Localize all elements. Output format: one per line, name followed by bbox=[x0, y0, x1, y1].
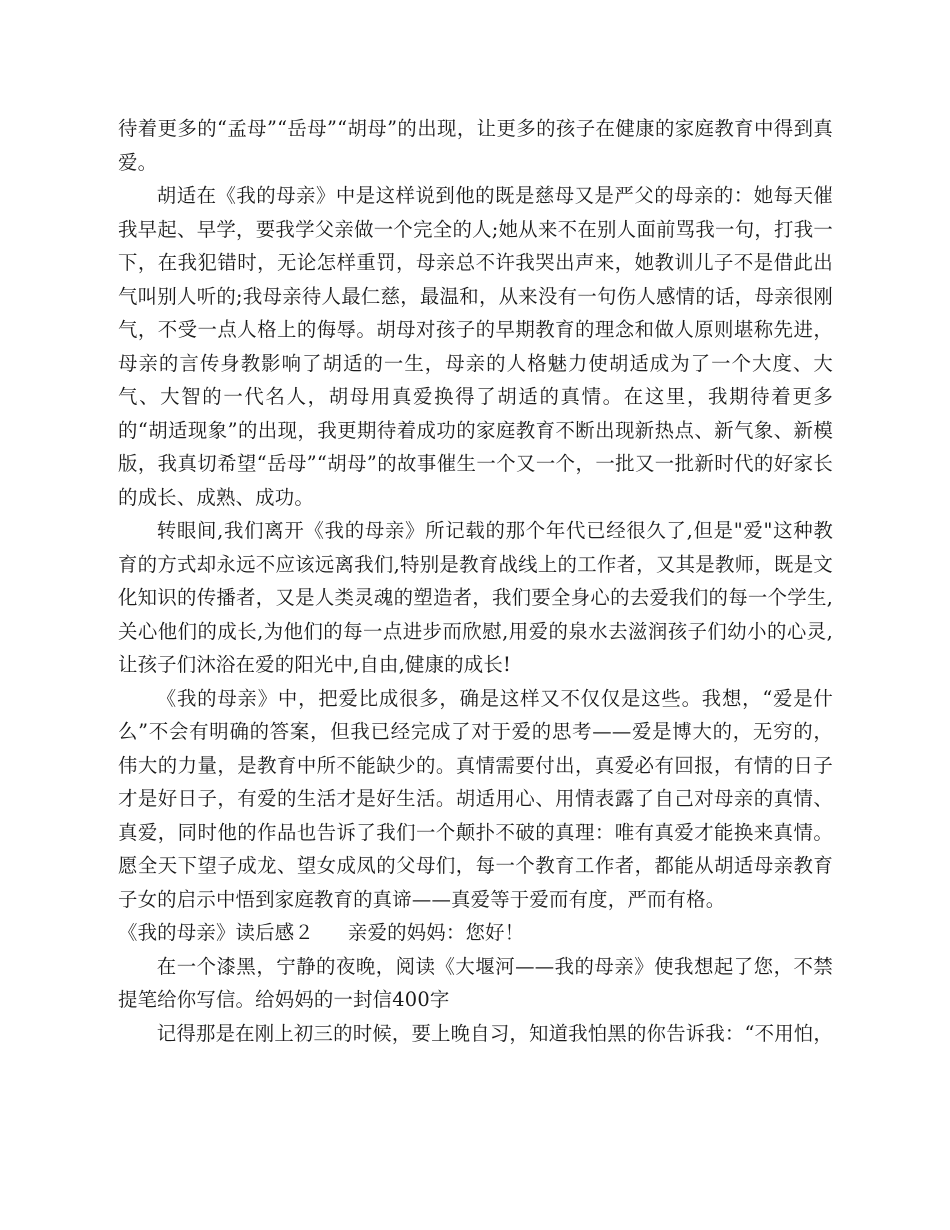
letter-greeting: 亲爱的妈妈：您好！ bbox=[347, 921, 525, 944]
document-body bbox=[118, 112, 833, 1050]
essay-title: 《我的母亲》读后感２ bbox=[118, 921, 314, 944]
paragraph-hu-shi-mother: 胡适在《我的母亲》中是这样说到他的既是慈母又是严父的母亲的：她每天催我早起、早学，要我学父亲做一个完全的人;她从来不在别人面前骂我一句，打我一下，在我犯错时，无论怎样重罚，母亲总不许我哭出声来，她教训儿子不是借此出气叫别人听的;我母亲待人最仁慈，最温和，从来没有一句伤人感情的话，母亲很刚气，不受一点人格上的侮辱。胡母对孩子的早期教育的理念和做人原则堪称先进，母亲的言传身教影响了胡适的一生，母亲的人格魅力使胡适成为了一个大度、大气、大智的一代名人，胡母用真爱换得了胡适的真情。在这里，我期待着更多的“胡适现象”的出现，我更期待着成功的家庭教育不断出现新热点、新气象、新模版，我真切希望“岳母”“胡母”的故事催生一个又一个，一批又一批新时代的好家长的成长、成熟、成功。 bbox=[118, 184, 833, 509]
paragraph-continuation: 待着更多的“孟母”“岳母”“胡母”的出现，让更多的孩子在健康的家庭教育中得到真爱。 bbox=[118, 117, 833, 174]
paragraph-dark-night: 在一个漆黑，宁静的夜晚，阅读《大堰河——我的母亲》使我想起了您，不禁提笔给你写信。给妈妈的一封信400字 bbox=[118, 954, 833, 1011]
paragraph-memory: 记得那是在刚上初三的时候，要上晚自习，知道我怕黑的你告诉我：“不用怕， bbox=[156, 1021, 833, 1045]
paragraph-reflection: 《我的母亲》中，把爱比成很多，确是这样又不仅仅是这些。我想，“爱是什么”不会有明确的答案，但我已经完成了对于爱的思考——爱是博大的，无穷的，伟大的力量，是教育中所不能缺少的。真情需要付出，真爱必有回报，有情的日子才是好日子，有爱的生活才是好生活。胡适用心、用情表露了自己对母亲的真情、真爱，同时他的作品也告诉了我们一个颠扑不破的真理：唯有真爱才能换来真情。愿全天下望子成龙、望女成凤的父母们，每一个教育工作者，都能从胡适母亲教育子女的启示中悟到家庭教育的真谛——真爱等于爱而有度，严而有格。 bbox=[118, 686, 833, 911]
essay-heading-line bbox=[118, 916, 833, 950]
paragraph-love-education: 转眼间,我们离开《我的母亲》所记载的那个年代已经很久了,但是"爱"这种教育的方式却永远不应该远离我们,特别是教育战线上的工作者，又其是教师，既是文化知识的传播者，又是人类灵魂的塑造者，我们要全身心的去爱我们的每一个学生,关心他们的成长,为他们的每一点进步而欣慰,用爱的泉水去滋润孩子们幼小的心灵,让孩子们沐浴在爱的阳光中,自由,健康的成长! bbox=[118, 519, 833, 676]
